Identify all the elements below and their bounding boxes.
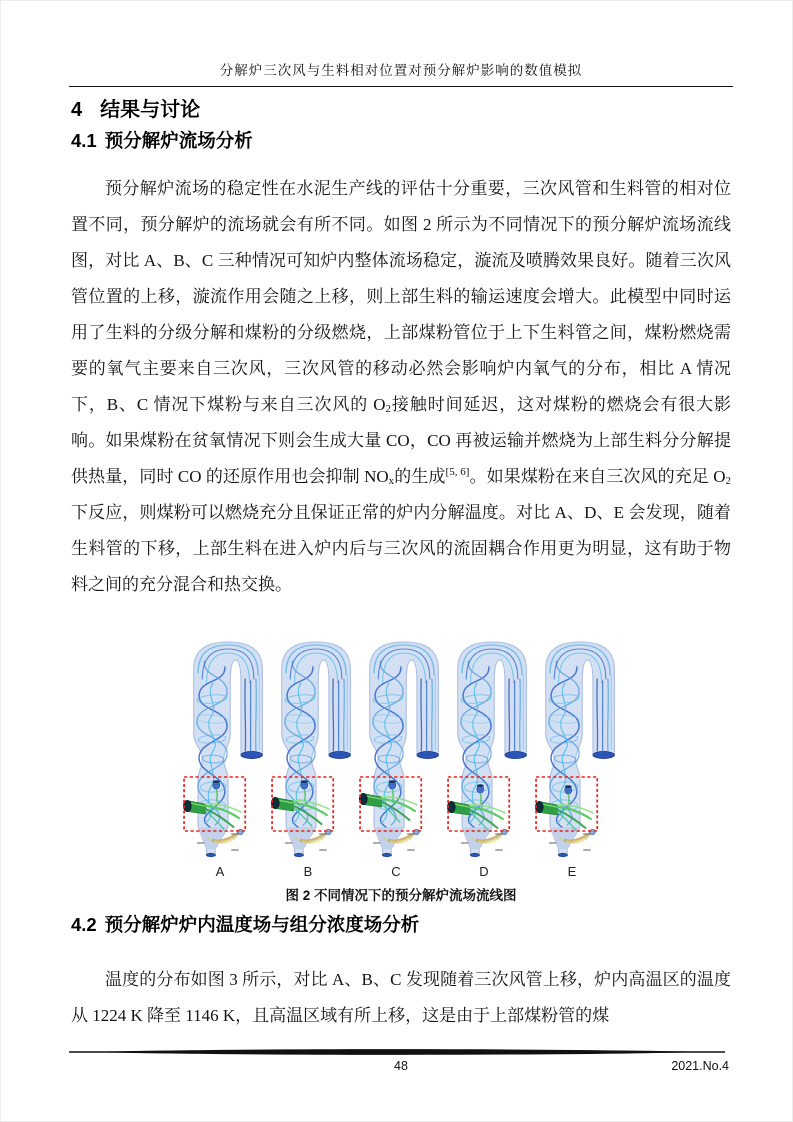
body-paragraph-1: 预分解炉流场的稳定性在水泥生产线的评估十分重要，三次风管和生料管的相对位置不同，预分解炉的流场就会有所不同。如图 2 所示为不同情况下的预分解炉流场流线图，对比 A、B、C 三种情况可知炉内整体流场稳定，漩流及喷腾效果良好。随着三次风管位置的上移，漩流作用会随之上移，则上部生料的输运速度会增大。此模型中同时运用了生料的分级分解和煤粉的分级燃烧，上部煤粉管位于上下生料管之间，煤粉燃烧需要的氧气主要来自三次风，三次风管的移动必然会影响炉内氧气的分布，相比 A 情况下，B、C 情况下煤粉与来自三次风的 $O_2$接触时间延迟，这对煤粉的燃烧会有很大影响。如果煤粉在贫氧情况下则会生成大量 CO，CO 再被运输并燃烧为上部生料分分解提供热量，同时 CO 的还原作用也会抑制 $NO_x$的生成[5, 6]。如果煤粉在来自三次风的充足 $O_2$下反应，则煤粉可以燃烧充分且保证正常的炉内分解温度。对比 A、D、E 会发现，随着生料管的下移，上部生料在进入炉内后与三次风的流固耦合作用更为明显，这有助于物料之间的充分混合和热交换。 <box>71 179 731 594</box>
downcomer-opening <box>417 751 438 758</box>
subsection-number: 4.2 <box>71 914 97 935</box>
precalciner-streamline-diagram <box>447 639 535 863</box>
running-title: 分解炉三次风与生料相对位置对预分解炉影响的数值模拟 <box>219 63 583 78</box>
figure-panels-row <box>73 639 733 881</box>
figure-panel <box>535 639 623 881</box>
figure-2 <box>71 639 731 904</box>
downcomer-opening <box>593 751 614 758</box>
subsection-number: 4.1 <box>71 130 97 151</box>
body-paragraph-2: 温度的分布如图 3 所示，对比 A、B、C 发现随着三次风管上移，炉内高温区的温度从 1224 K 降至 1146 K，且高温区域有所上移，这是由于上部煤粉管的煤 <box>71 970 731 1025</box>
section-title: 结果与讨论 <box>100 99 201 121</box>
footer <box>71 1059 731 1077</box>
figure-panel-label: B <box>303 864 313 879</box>
precalciner-streamline-diagram <box>359 639 447 863</box>
page-number: 48 <box>394 1059 408 1073</box>
cone-outlet <box>470 853 479 857</box>
section-number: 4 <box>71 99 83 121</box>
figure-panel <box>183 639 271 881</box>
subsection-title: 预分解炉流场分析 <box>104 130 253 151</box>
issue-label: 2021.No.4 <box>671 1059 729 1073</box>
cone-outlet <box>558 853 567 857</box>
figure-caption: 图 2 不同情况下的预分解炉流场流线图 <box>285 888 517 903</box>
figure-panel <box>271 639 359 881</box>
subsection-title: 预分解炉炉内温度场与组分浓度场分析 <box>104 914 420 935</box>
subsection-heading-4-1 <box>71 127 731 153</box>
precalciner-streamline-diagram <box>271 639 359 863</box>
downcomer-opening <box>505 751 526 758</box>
header-rule <box>69 86 733 87</box>
precalciner-streamline-diagram <box>183 639 271 863</box>
cone-outlet <box>206 853 215 857</box>
section-heading-4 <box>71 93 731 122</box>
figure-panel-label: C <box>391 864 401 879</box>
subsection-heading-4-2 <box>71 911 731 937</box>
cone-outlet <box>382 853 391 857</box>
downcomer-opening <box>241 751 262 758</box>
figure-panel-label: D <box>479 864 489 879</box>
figure-panel <box>447 639 535 881</box>
figure-panel-label: A <box>215 864 225 879</box>
figure-panel <box>359 639 447 881</box>
footer-divider-bar <box>67 1047 727 1057</box>
cone-outlet <box>294 853 303 857</box>
figure-panel-label: E <box>567 864 577 879</box>
precalciner-streamline-diagram <box>535 639 623 863</box>
downcomer-opening <box>329 751 350 758</box>
